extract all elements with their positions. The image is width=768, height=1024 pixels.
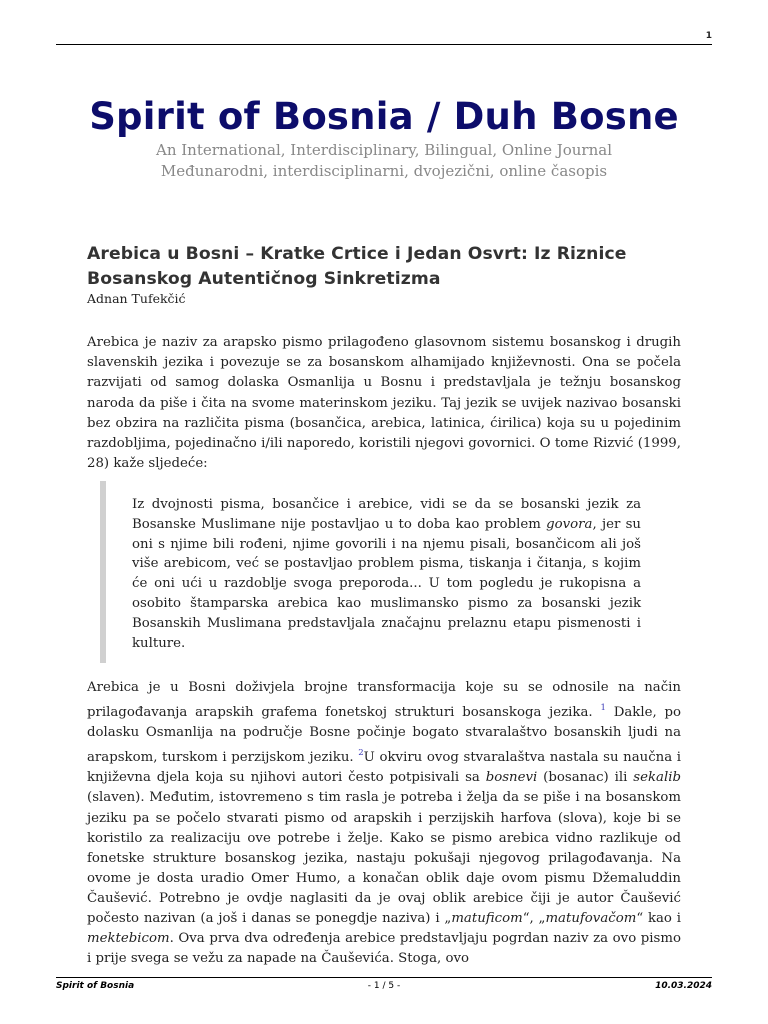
quote-text: Iz dvojnosti pisma, bosančice i arebice, vidi se da se bosanski jezik za Bosanske Muslimane nije postavljao u to doba kao problem	[132, 497, 641, 532]
term-matufovacom: matufovačom	[545, 911, 637, 927]
term-sekalib: sekalib	[633, 770, 681, 786]
header-rule	[56, 44, 712, 45]
footnote-ref-2[interactable]: 2	[358, 748, 364, 759]
page-number: 1	[705, 31, 712, 41]
article-author: Adnan Tufekčić	[87, 291, 186, 306]
footer-date: 10.03.2024	[655, 981, 712, 991]
paragraph-text: “ kao i	[636, 911, 682, 927]
footer-journal-name: Spirit of Bosnia	[56, 981, 135, 991]
paragraph-text: (slaven). Međutim, istovremeno s tim rasla je potreba i želja da se piše i na bosanskom jeziku pa se počelo stvarati pismo od arapskih i perzijskih harfova (slova), koje bi se koristilo za realizaciju ove potrebe i želje. Kako se pismo arebica vidno razlikuje od fonetske strukture bosanskog jezika, nastaju pokušaji njegovog prilagođavanja. Na ovome je dosta uradio Omer Humo, a konačan oblik daje ovom pismu Džemaluddin Čaušević. Potrebno je ovdje naglasiti da je ovaj oblik arebice čiji je autor Čaušević počesto nazivan (a još i danas se ponegdje naziva) i „	[87, 790, 681, 927]
paragraph-intro: Arebica je naziv za arapsko pismo prilagođeno glasovnom sistemu bosanskog i drugih slavenskih jezika i povezuje se za bosanskom alhamijado književnosti. Ona se počela razvijati od samog dolaska Osmanlija u Bosnu i predstavljala je težnju bosanskog naroda da piše i čita na svome materinskom jeziku. Taj jezik se uvijek nazivao bosanski bez obzira na različita pisma (bosančica, arebica, latinica, ćirilica) koja su u pojedinim razdobljima, pojedinačno i/ili naporedo, koristili njegovi govornici. O tome Rizvić (1999, 28) kaže sljedeće:	[87, 335, 681, 472]
blockquote	[132, 495, 641, 653]
paragraph-text: Dakle, po dolasku Osmanlija na područje Bosne počinje bogato stvaralaštvo bosanskih ljudi na arapskom, turskom i perzijskom jeziku.	[87, 705, 682, 766]
term-mektebicom: mektebicom	[87, 931, 170, 947]
quote-text: , jer su oni s njime bili rođeni, njime govorili i na njemu pisali, bosančicom ali još više arebicom, već se postavljao problem pisma, tiskanja i čitanja, s kojim će oni ući u razdoblje svoga preporoda... U tom pogledu je rukopisna a osobito štamparska arebica kao muslimansko pismo za bosanski jezik Bosanskih Muslimana predstavljala značajnu prelaznu etapu pismenosti i kulture.	[132, 516, 641, 651]
blockquote-bar	[100, 481, 106, 663]
paragraph-text: (bosanac) ili	[537, 770, 634, 786]
paragraph-text: Arebica je u Bosni doživjela brojne transformacija koje su se odnosile na način prilagođavanja arapskih grafema fonetskoj strukturi bosanskoga jezika.	[87, 680, 681, 721]
footer-rule	[56, 977, 712, 978]
term-matuficom: matuficom	[451, 911, 523, 927]
journal-subtitle-bs: Međunarodni, interdisciplinarni, dvojezični, online časopis	[160, 162, 608, 180]
paragraph-body	[87, 678, 681, 969]
journal-subtitle-en: An International, Interdisciplinary, Bilingual, Online Journal	[155, 141, 612, 159]
quote-emphasis: govora	[546, 516, 593, 532]
paragraph-text: . Ova prva dva određenja arebice predstavljaju pogrdan naziv za ovo pismo i prije svega se vežu za napade na Čauševića. Stoga, ovo	[87, 931, 681, 967]
journal-title: Spirit of Bosnia / Duh Bosne	[89, 95, 679, 138]
article-title: Arebica u Bosni – Kratke Crtice i Jedan Osvrt: Iz Riznice Bosanskog Autentičnog Sinkretizma	[87, 244, 627, 289]
paragraph-text: “, „	[522, 911, 546, 927]
footnote-ref-1[interactable]: 1	[600, 703, 606, 714]
footer-page-count: - 1 / 5 -	[367, 981, 401, 991]
paragraph-text: U okviru ovog stvaralaštva nastala su naučna i književna djela koja su njihovi autori često potpisivali sa	[87, 750, 682, 786]
term-bosnevi: bosnevi	[485, 770, 538, 786]
